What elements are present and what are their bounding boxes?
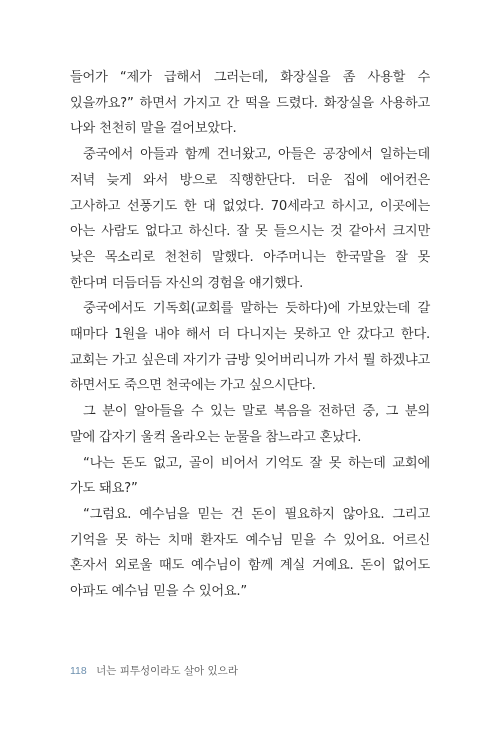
paragraph-5-quote: “나는 돈도 없고, 골이 비어서 기억도 잘 못 하는데 교회에 가도 돼요?” [70,455,430,497]
page-number: 118 [70,665,87,677]
paragraph-3: 중국에서도 기독회(교회를 말하는 듯하다)에 가보았는데 갈 때마다 1원을 내야 해서 더 다니지는 못하고 안 갔다고 한다. 교회는 가고 싶은데 자기가 금방 잊어버리니까 가서 뭘 하겠냐고 하면서도 죽으면 천국에는 가고 싶으시단다. [70,301,430,394]
page-footer [70,663,238,678]
running-title: 너는 피투성이라도 살아 있으라 [96,665,238,677]
paragraph-4: 그 분이 알아들을 수 있는 말로 복음을 전하던 중, 그 분의 말에 갑자기 울컥 올라오는 눈물을 참느라고 혼났다. [70,404,430,445]
paragraph-2: 중국에서 아들과 함께 건너왔고, 아들은 공장에서 일하는데 저녁 늦게 와서 방으로 직행한단다. 더운 집에 에어컨은 고사하고 선풍기도 한 대 없었다. 70세라고 하시고, 이곳에는 아는 사람도 없다고 하신다. 잘 못 들으시는 것 같아서 크지만 낮은 목소리로 천천히 말했다. 아주머니는 한국말을 잘 못 한다며 더듬더듬 자신의 경험을 얘기했다. [70,147,430,291]
paragraph-6-quote: “그럼요. 예수님을 믿는 건 돈이 필요하지 않아요. 그리고 기억을 못 하는 치매 환자도 예수님 믿을 수 있어요. 어르신 혼자서 외로울 때도 예수님이 함께 계실 거예요. 돈이 없어도 아파도 예수님 믿을 수 있어요.” [70,506,430,600]
body-text [70,65,430,605]
paragraph-1: 들어가 “제가 급해서 그러는데, 화장실을 좀 사용할 수 있을까요?” 하면서 가지고 간 떡을 드렸다. 화장실을 사용하고 나와 천천히 말을 걸어보았다. [70,70,430,137]
